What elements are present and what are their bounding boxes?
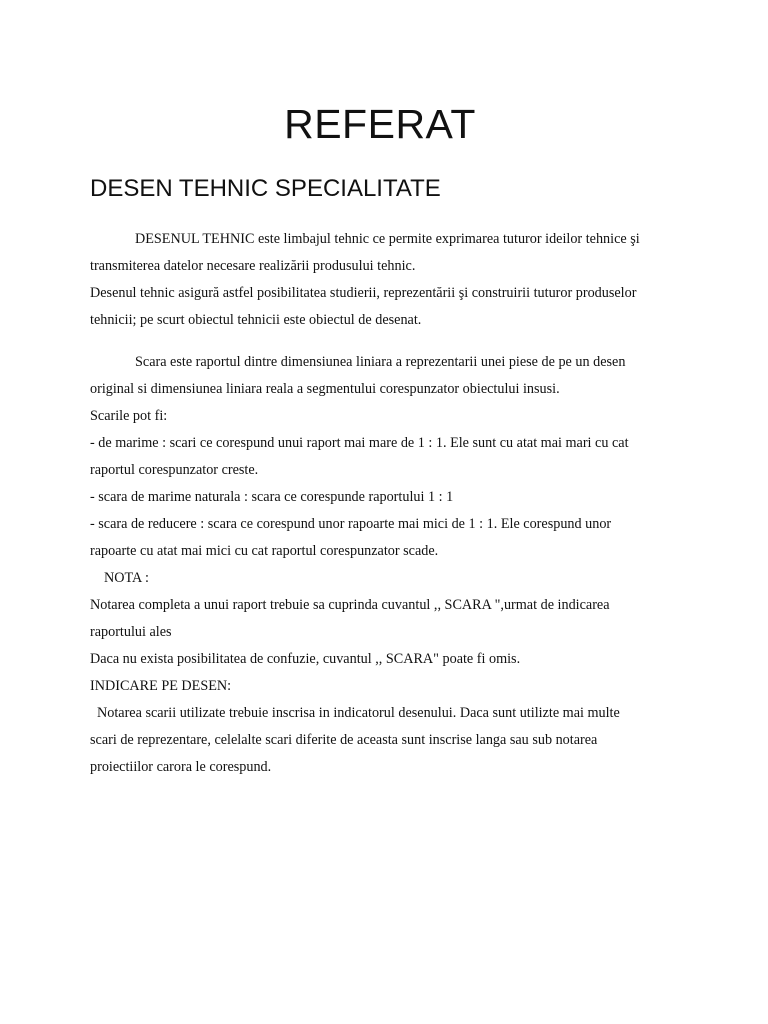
scale-section [90, 349, 690, 781]
paragraph-line: rapoarte cu atat mai mici cu cat raportul corespunzator scade. [90, 543, 439, 559]
paragraph-line: proiectiilor carora le corespund. [90, 759, 272, 775]
paragraph-line: original si dimensiunea liniara reala a segmentului corespunzator obiectului insusi. [90, 381, 560, 397]
paragraph-line: raportului ales [90, 624, 172, 640]
list-item: - scara de reducere : scara ce corespund unor rapoarte mai mici de 1 : 1. Ele corespund unor [90, 516, 612, 532]
paragraph-line: Scarile pot fi: [90, 408, 168, 424]
paragraph-line: Notarea scarii utilizate trebuie inscrisa in indicatorul desenului. Daca sunt utilizte mai multe [97, 705, 620, 721]
document-title: REFERAT [284, 101, 476, 147]
list-item: - de marime : scari ce corespund unui raport mai mare de 1 : 1. Ele sunt cu atat mai mari cu cat [90, 435, 629, 451]
paragraph-line: Notarea completa a unui raport trebuie sa cuprinda cuvantul ,, SCARA ",urmat de indicarea [90, 597, 610, 613]
paragraph-line: transmiterea datelor necesare realizării produsului tehnic. [90, 258, 416, 274]
paragraph-line: Daca nu exista posibilitatea de confuzie, cuvantul ,, SCARA" poate fi omis. [90, 651, 521, 667]
intro-section [90, 226, 690, 334]
paragraph-line: Desenul tehnic asigură astfel posibilitatea studierii, reprezentării şi construirii tuturor produselor [90, 285, 637, 301]
section-heading: INDICARE PE DESEN: [90, 678, 232, 694]
paragraph-line: raportul corespunzator creste. [90, 462, 259, 478]
paragraph-line: DESENUL TEHNIC este limbajul tehnic ce permite exprimarea tuturor ideilor tehnice şi [135, 231, 640, 247]
list-item: - scara de marime naturala : scara ce corespunde raportului 1 : 1 [90, 489, 454, 505]
document-subtitle: DESEN TEHNIC SPECIALITATE [90, 175, 441, 202]
note-heading: NOTA : [104, 570, 149, 586]
paragraph-line: scari de reprezentare, celelalte scari diferite de aceasta sunt inscrise langa sau sub notarea [90, 732, 598, 748]
paragraph-line: tehnicii; pe scurt obiectul tehnicii este obiectul de desenat. [90, 312, 422, 328]
paragraph-line: Scara este raportul dintre dimensiunea liniara a reprezentarii unei piese de pe un desen [135, 354, 626, 370]
